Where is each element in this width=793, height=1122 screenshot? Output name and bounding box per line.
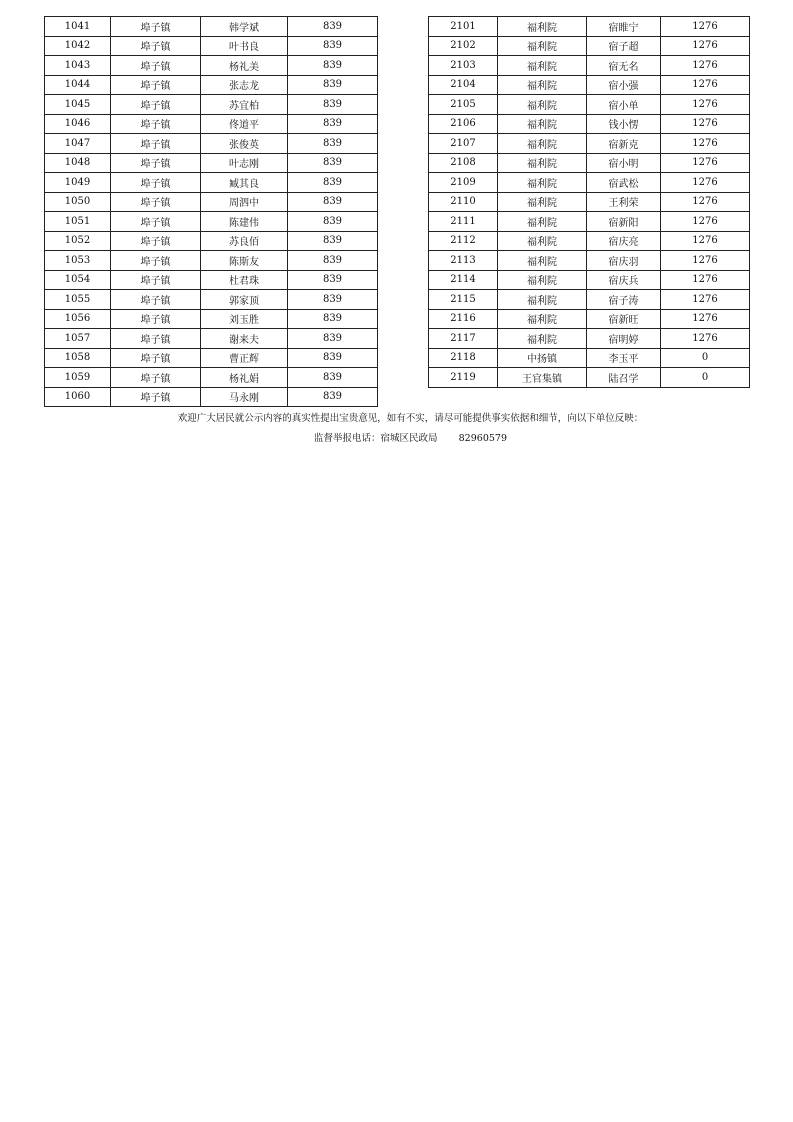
cell-town: 埠子镇 xyxy=(111,95,201,115)
cell-number: 1053 xyxy=(45,251,111,271)
table-row xyxy=(45,153,378,173)
cell-name: 叶志刚 xyxy=(201,153,288,173)
table-row xyxy=(429,192,750,212)
cell-number: 1050 xyxy=(45,192,111,212)
cell-amount: 1276 xyxy=(661,95,750,115)
cell-town: 埠子镇 xyxy=(111,153,201,173)
cell-number: 2103 xyxy=(429,56,498,76)
table-row xyxy=(45,56,378,76)
cell-town: 福利院 xyxy=(498,192,587,212)
table-row xyxy=(45,329,378,349)
cell-amount: 1276 xyxy=(661,56,750,76)
table-row xyxy=(429,348,750,368)
table-row xyxy=(45,114,378,134)
cell-town: 埠子镇 xyxy=(111,192,201,212)
cell-town: 福利院 xyxy=(498,114,587,134)
cell-name: 杜君珠 xyxy=(201,270,288,290)
table-row xyxy=(429,231,750,251)
cell-amount: 1276 xyxy=(661,212,750,232)
cell-number: 2117 xyxy=(429,329,498,349)
cell-number: 2110 xyxy=(429,192,498,212)
cell-amount: 839 xyxy=(288,387,378,407)
table-row xyxy=(429,114,750,134)
cell-amount: 1276 xyxy=(661,17,750,37)
cell-amount: 839 xyxy=(288,212,378,232)
cell-amount: 1276 xyxy=(661,153,750,173)
table-row xyxy=(45,75,378,95)
cell-name: 张俊英 xyxy=(201,134,288,154)
cell-number: 2112 xyxy=(429,231,498,251)
cell-number: 1042 xyxy=(45,36,111,56)
cell-town: 福利院 xyxy=(498,173,587,193)
table-row xyxy=(429,270,750,290)
cell-amount: 0 xyxy=(661,368,750,388)
cell-town: 埠子镇 xyxy=(111,36,201,56)
cell-town: 埠子镇 xyxy=(111,75,201,95)
cell-name: 宿无名 xyxy=(587,56,661,76)
cell-amount: 839 xyxy=(288,329,378,349)
cell-amount: 839 xyxy=(288,192,378,212)
cell-town: 埠子镇 xyxy=(111,56,201,76)
table-row xyxy=(45,290,378,310)
table-row xyxy=(45,95,378,115)
table-row xyxy=(45,134,378,154)
cell-amount: 1276 xyxy=(661,251,750,271)
cell-name: 王利荣 xyxy=(587,192,661,212)
cell-town: 福利院 xyxy=(498,329,587,349)
table-row xyxy=(429,134,750,154)
cell-amount: 839 xyxy=(288,368,378,388)
cell-number: 2108 xyxy=(429,153,498,173)
cell-town: 埠子镇 xyxy=(111,309,201,329)
right-table xyxy=(428,16,750,388)
table-row xyxy=(429,75,750,95)
cell-town: 福利院 xyxy=(498,36,587,56)
cell-amount: 839 xyxy=(288,17,378,37)
cell-number: 1046 xyxy=(45,114,111,134)
cell-amount: 839 xyxy=(288,309,378,329)
table-row xyxy=(429,329,750,349)
cell-name: 宿庆羽 xyxy=(587,251,661,271)
cell-town: 埠子镇 xyxy=(111,212,201,232)
cell-name: 苏良佰 xyxy=(201,231,288,251)
cell-amount: 1276 xyxy=(661,309,750,329)
cell-number: 2113 xyxy=(429,251,498,271)
cell-name: 宿小单 xyxy=(587,95,661,115)
notice-text: 欢迎广大居民就公示内容的真实性提出宝贵意见，如有不实，请尽可能提供事实依据和细节，向以下单位反映： xyxy=(177,413,644,424)
cell-town: 埠子镇 xyxy=(111,173,201,193)
cell-number: 2106 xyxy=(429,114,498,134)
hotline-text: 监督举报电话：宿城区民政局 82960579 xyxy=(314,433,507,444)
cell-town: 中扬镇 xyxy=(498,348,587,368)
cell-town: 埠子镇 xyxy=(111,348,201,368)
cell-number: 1057 xyxy=(45,329,111,349)
cell-name: 郭家顶 xyxy=(201,290,288,310)
table-row xyxy=(429,36,750,56)
cell-name: 宿庆兵 xyxy=(587,270,661,290)
cell-name: 叶书良 xyxy=(201,36,288,56)
cell-town: 埠子镇 xyxy=(111,17,201,37)
cell-town: 福利院 xyxy=(498,251,587,271)
cell-name: 宿武松 xyxy=(587,173,661,193)
cell-number: 1060 xyxy=(45,387,111,407)
cell-name: 佟道平 xyxy=(201,114,288,134)
cell-amount: 1276 xyxy=(661,270,750,290)
table-row xyxy=(429,56,750,76)
cell-amount: 839 xyxy=(288,231,378,251)
cell-number: 2116 xyxy=(429,309,498,329)
cell-amount: 839 xyxy=(288,173,378,193)
cell-number: 2119 xyxy=(429,368,498,388)
cell-name: 苏宜柏 xyxy=(201,95,288,115)
cell-number: 1055 xyxy=(45,290,111,310)
cell-town: 埠子镇 xyxy=(111,134,201,154)
cell-name: 周泗中 xyxy=(201,192,288,212)
cell-number: 1041 xyxy=(45,17,111,37)
cell-amount: 1276 xyxy=(661,75,750,95)
cell-name: 李玉平 xyxy=(587,348,661,368)
table-row xyxy=(45,231,378,251)
cell-number: 1059 xyxy=(45,368,111,388)
table-row xyxy=(429,290,750,310)
cell-name: 宿庆亮 xyxy=(587,231,661,251)
cell-number: 1043 xyxy=(45,56,111,76)
cell-town: 王官集镇 xyxy=(498,368,587,388)
cell-number: 2114 xyxy=(429,270,498,290)
cell-name: 韩学斌 xyxy=(201,17,288,37)
table-row xyxy=(45,309,378,329)
cell-name: 宿明婷 xyxy=(587,329,661,349)
cell-number: 2102 xyxy=(429,36,498,56)
cell-amount: 839 xyxy=(288,348,378,368)
cell-number: 1058 xyxy=(45,348,111,368)
table-row xyxy=(429,95,750,115)
cell-amount: 839 xyxy=(288,56,378,76)
cell-town: 福利院 xyxy=(498,153,587,173)
cell-town: 埠子镇 xyxy=(111,231,201,251)
table-row xyxy=(45,36,378,56)
cell-name: 宿新阳 xyxy=(587,212,661,232)
cell-town: 福利院 xyxy=(498,75,587,95)
cell-town: 福利院 xyxy=(498,290,587,310)
cell-town: 福利院 xyxy=(498,231,587,251)
table-row xyxy=(429,251,750,271)
cell-number: 1056 xyxy=(45,309,111,329)
table-row xyxy=(429,368,750,388)
cell-name: 宿子超 xyxy=(587,36,661,56)
cell-number: 2107 xyxy=(429,134,498,154)
cell-number: 2118 xyxy=(429,348,498,368)
cell-name: 陆召学 xyxy=(587,368,661,388)
cell-amount: 839 xyxy=(288,95,378,115)
cell-name: 曹正辉 xyxy=(201,348,288,368)
table-row xyxy=(429,173,750,193)
table-row xyxy=(45,192,378,212)
table-row xyxy=(45,17,378,37)
cell-amount: 1276 xyxy=(661,329,750,349)
table-row xyxy=(45,387,378,407)
cell-amount: 0 xyxy=(661,348,750,368)
cell-number: 1048 xyxy=(45,153,111,173)
cell-name: 刘玉胜 xyxy=(201,309,288,329)
cell-number: 2115 xyxy=(429,290,498,310)
cell-name: 陈斯友 xyxy=(201,251,288,271)
cell-town: 埠子镇 xyxy=(111,387,201,407)
cell-amount: 839 xyxy=(288,153,378,173)
cell-town: 福利院 xyxy=(498,95,587,115)
cell-amount: 839 xyxy=(288,114,378,134)
cell-name: 杨礼娟 xyxy=(201,368,288,388)
cell-amount: 1276 xyxy=(661,173,750,193)
cell-amount: 839 xyxy=(288,270,378,290)
cell-number: 2109 xyxy=(429,173,498,193)
cell-name: 张志龙 xyxy=(201,75,288,95)
cell-amount: 1276 xyxy=(661,134,750,154)
cell-amount: 839 xyxy=(288,251,378,271)
table-row xyxy=(45,251,378,271)
cell-amount: 839 xyxy=(288,134,378,154)
table-row xyxy=(429,153,750,173)
cell-town: 福利院 xyxy=(498,56,587,76)
cell-town: 福利院 xyxy=(498,309,587,329)
cell-number: 1052 xyxy=(45,231,111,251)
table-row xyxy=(45,368,378,388)
cell-town: 福利院 xyxy=(498,134,587,154)
cell-name: 宿新克 xyxy=(587,134,661,154)
cell-name: 臧其良 xyxy=(201,173,288,193)
cell-number: 1047 xyxy=(45,134,111,154)
cell-amount: 1276 xyxy=(661,192,750,212)
cell-amount: 839 xyxy=(288,290,378,310)
cell-town: 埠子镇 xyxy=(111,290,201,310)
table-row xyxy=(45,173,378,193)
cell-number: 1054 xyxy=(45,270,111,290)
cell-number: 2105 xyxy=(429,95,498,115)
table-row xyxy=(429,212,750,232)
table-row xyxy=(429,309,750,329)
cell-name: 陈建伟 xyxy=(201,212,288,232)
cell-number: 1049 xyxy=(45,173,111,193)
cell-number: 1045 xyxy=(45,95,111,115)
table-row xyxy=(429,17,750,37)
cell-amount: 839 xyxy=(288,36,378,56)
cell-town: 埠子镇 xyxy=(111,368,201,388)
cell-number: 2111 xyxy=(429,212,498,232)
cell-name: 宿睢宁 xyxy=(587,17,661,37)
cell-amount: 839 xyxy=(288,75,378,95)
cell-name: 马永刚 xyxy=(201,387,288,407)
cell-amount: 1276 xyxy=(661,36,750,56)
cell-town: 福利院 xyxy=(498,212,587,232)
cell-name: 宿新旺 xyxy=(587,309,661,329)
cell-number: 1044 xyxy=(45,75,111,95)
table-row xyxy=(45,270,378,290)
table-row xyxy=(45,348,378,368)
cell-town: 埠子镇 xyxy=(111,114,201,134)
cell-town: 埠子镇 xyxy=(111,329,201,349)
cell-amount: 1276 xyxy=(661,231,750,251)
cell-name: 宿小强 xyxy=(587,75,661,95)
cell-amount: 1276 xyxy=(661,290,750,310)
cell-name: 杨礼美 xyxy=(201,56,288,76)
cell-town: 埠子镇 xyxy=(111,251,201,271)
cell-number: 2101 xyxy=(429,17,498,37)
left-table xyxy=(44,16,378,407)
cell-number: 2104 xyxy=(429,75,498,95)
cell-town: 埠子镇 xyxy=(111,270,201,290)
cell-name: 钱小愣 xyxy=(587,114,661,134)
table-row xyxy=(45,212,378,232)
cell-town: 福利院 xyxy=(498,17,587,37)
cell-amount: 1276 xyxy=(661,114,750,134)
cell-name: 谢来夫 xyxy=(201,329,288,349)
cell-number: 1051 xyxy=(45,212,111,232)
cell-town: 福利院 xyxy=(498,270,587,290)
cell-name: 宿小明 xyxy=(587,153,661,173)
cell-name: 宿子涛 xyxy=(587,290,661,310)
